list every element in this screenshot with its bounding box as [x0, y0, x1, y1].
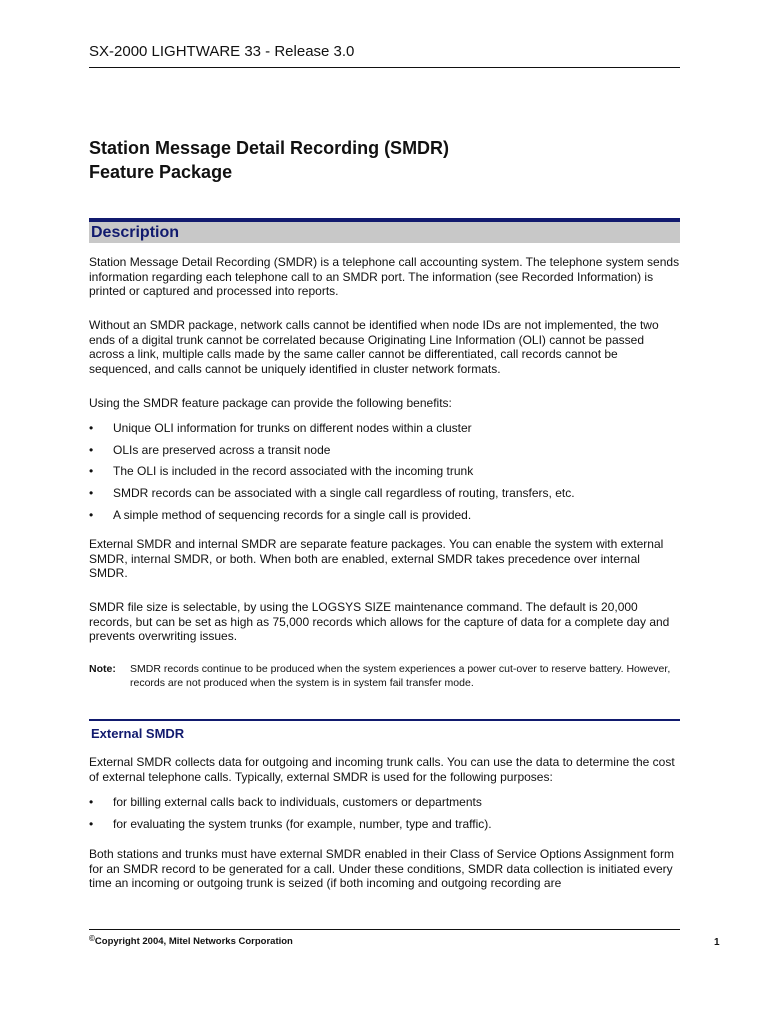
paragraph-intro: Station Message Detail Recording (SMDR) is a telephone call accounting system. The telephone system sends information regarding each telephone call to an SMDR port. The information (see Recorded Information) is printed or captured and processed into reports. [89, 255, 680, 299]
paragraph-class-of-service: Both stations and trunks must have external SMDR enabled in their Class of Service Options Assignment form for an SMDR record to be generated for a call. Under these conditions, SMDR data collection is initiated every time an incoming or outgoing trunk is seized (if both incoming and outgoing recording are [89, 847, 674, 891]
subsection-rule [89, 719, 680, 721]
paragraph-file-size: SMDR file size is selectable, by using the LOGSYS SIZE maintenance command. The default is 20,000 records, but can be set as high as 75,000 records which allows for the capture of data for a complete day and prevents overwriting issues. [89, 600, 670, 644]
note-label: Note: [89, 663, 116, 675]
list-item: • Unique OLI information for trunks on different nodes within a cluster [89, 421, 681, 443]
paragraph-external-internal: External SMDR and internal SMDR are separate feature packages. You can enable the system with external SMDR, internal SMDR, or both. When both are enabled, external SMDR takes precedence over internal SMDR. [89, 537, 664, 581]
benefits-list [89, 421, 681, 523]
running-header: SX-2000 LIGHTWARE 33 - Release 3.0 [89, 43, 355, 60]
footer-copyright [89, 934, 293, 947]
purposes-list [89, 795, 681, 832]
list-item: • OLIs are preserved across a transit node [89, 443, 681, 464]
paragraph-benefits-intro: Using the SMDR feature package can provide the following benefits: [89, 396, 452, 410]
title-line-1: Station Message Detail Recording (SMDR) [89, 138, 450, 158]
list-item: • for billing external calls back to individuals, customers or departments [89, 795, 681, 817]
title-line-2: Feature Package [89, 162, 233, 182]
list-item: • A simple method of sequencing records for a single call is provided. [89, 508, 681, 523]
footer-divider [89, 929, 680, 930]
list-item: • SMDR records can be associated with a single call regardless of routing, transfers, etc. [89, 486, 681, 508]
header-divider [89, 67, 680, 68]
paragraph-external-intro: External SMDR collects data for outgoing and incoming trunk calls. You can use the data to determine the cost of external telephone calls. Typically, external SMDR is used for the following purposes: [89, 755, 675, 784]
copyright-text: Copyright 2004, Mitel Networks Corporation [94, 936, 293, 947]
section-heading-description: Description [91, 224, 180, 241]
subsection-heading-external-smdr: External SMDR [91, 726, 185, 741]
copyright-symbol: © [89, 934, 95, 943]
list-item: • The OLI is included in the record associated with the incoming trunk [89, 464, 681, 486]
page-number: 1 [714, 937, 720, 948]
list-item: • for evaluating the system trunks (for example, number, type and traffic). [89, 817, 681, 832]
page-title [89, 136, 449, 184]
paragraph-without-smdr: Without an SMDR package, network calls cannot be identified when node IDs are not implemented, the two ends of a digital trunk cannot be correlated because Originating Line Information (OLI) cannot be passed across a link, multiple calls made by the same caller cannot be differentiated, call records cannot be sequenced, and calls cannot be uniquely identified in cluster network formats. [89, 318, 659, 376]
note-text: SMDR records continue to be produced when the system experiences a power cut-over to reserve battery. However, records are not produced when the system is in system fail transfer mode. [130, 663, 671, 689]
